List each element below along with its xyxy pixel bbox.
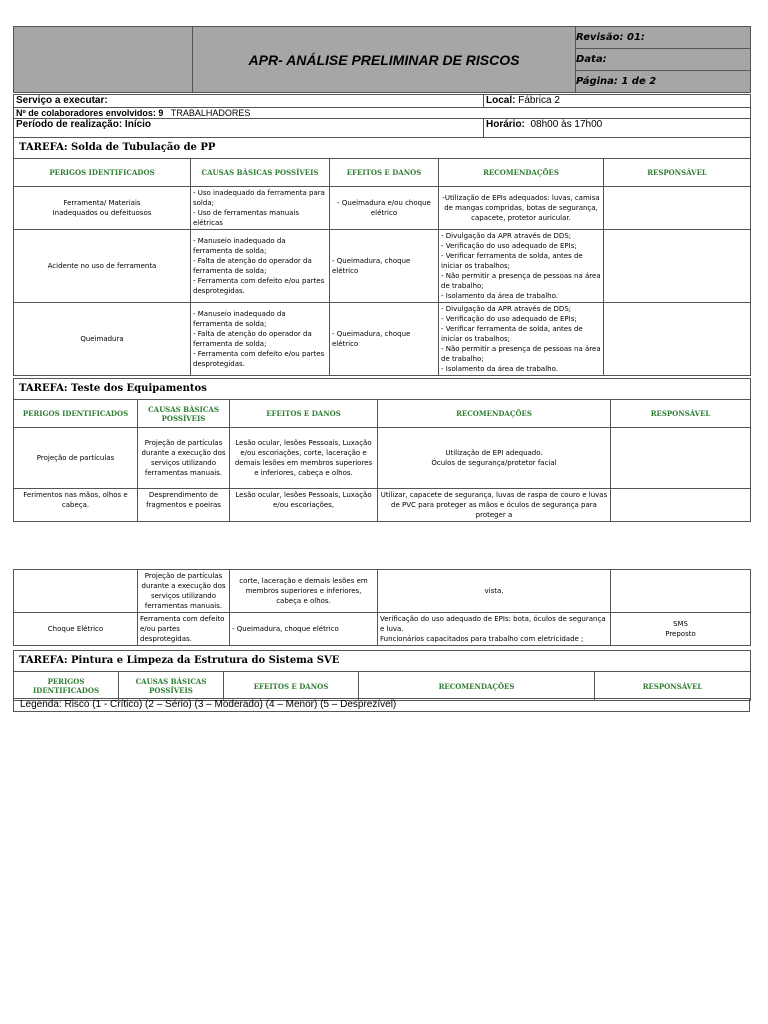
- cell-efeito: Lesão ocular, lesões Pessoais, Luxação e/ou escoriações,: [230, 489, 378, 522]
- local-label: Local:: [486, 95, 516, 106]
- schedule-label: Horário:: [486, 119, 525, 130]
- col-header-responsavel: RESPONSÁVEL: [604, 159, 751, 187]
- period-label: Período de realização: Início: [14, 119, 484, 138]
- cell-efeito: - Queimadura e/ou choque elétrico: [330, 187, 439, 230]
- cell-recomendacao: vista.: [378, 570, 611, 613]
- col-header-efeitos: EFEITOS E DANOS: [230, 400, 378, 428]
- cell-efeito: Lesão ocular, lesões Pessoais, Luxação e/ou escoriações, corte, laceração e demais lesões em membros superiores e inferiores, cabeça e olhos.: [230, 428, 378, 489]
- revision-label: Revisão: 01:: [576, 27, 751, 49]
- date-label: Data:: [576, 49, 751, 71]
- table-row: [14, 303, 751, 376]
- service-label: Serviço a executar:: [14, 95, 484, 108]
- task3-table: [13, 650, 751, 701]
- cell-causa: - Manuseio inadequado da ferramenta de solda; - Falta de atenção do operador da ferramenta de solda; - Ferramenta com defeito e/ou partes desprotegidas.: [191, 303, 330, 376]
- task1-table: [13, 137, 751, 376]
- task1-title: TAREFA: Solda de Tubulação de PP: [14, 138, 751, 159]
- info-table: [13, 94, 751, 138]
- cell-responsavel: [611, 428, 751, 489]
- cell-causa: Projeção de partículas durante a execução dos serviços utilizando ferramentas manuais.: [138, 570, 230, 613]
- risk-legend: Legenda: Risco (1 - Crítico) (2 – Sério) (3 – Moderado) (4 – Menor) (5 – Desprezível): [13, 698, 750, 712]
- cell-efeito: - Queimadura, choque elétrico: [330, 230, 439, 303]
- header-table: [13, 26, 751, 93]
- cell-recomendacao: Verificação do uso adequado de EPIs: bota, óculos de segurança e luva. Funcionários capacitados para trabalho com eletricidade ;: [378, 613, 611, 646]
- schedule-cell: [484, 119, 751, 138]
- col-header-perigos: PERIGOS IDENTIFICADOS: [14, 672, 119, 701]
- cell-causa: Ferramenta com defeito e/ou partes desprotegidas.: [138, 613, 230, 646]
- cell-recomendacao: - Divulgação da APR através de DDS; - Verificação do uso adequado de EPIs; - Verificar ferramenta de solda, antes de iniciar os trabalhos; - Não permitir a presença de pessoas na área de trabalho; - Isolamento da área de trabalho.: [439, 230, 604, 303]
- collaborators-value: TRABALHADORES: [170, 108, 251, 118]
- col-header-responsavel: RESPONSÁVEL: [611, 400, 751, 428]
- col-header-perigos: PERIGOS IDENTIFICADOS: [14, 159, 191, 187]
- cell-responsavel: [611, 570, 751, 613]
- cell-responsavel: [604, 230, 751, 303]
- local-cell: [484, 95, 751, 108]
- task2-title: TAREFA: Teste dos Equipamentos: [14, 379, 751, 400]
- col-header-perigos: PERIGOS IDENTIFICADOS: [14, 400, 138, 428]
- collaborators-label: Nº de colaboradores envolvidos:: [16, 108, 156, 118]
- cell-causa: - Manuseio inadequado da ferramenta de solda; - Falta de atenção do operador da ferramenta de solda; - Ferramenta com defeito e/ou partes desprotegidas.: [191, 230, 330, 303]
- table-row: [14, 489, 751, 522]
- cell-causa: Projeção de partículas durante a execução dos serviços utilizando ferramentas manuais.: [138, 428, 230, 489]
- col-header-efeitos: EFEITOS E DANOS: [330, 159, 439, 187]
- collaborators-count: 9: [158, 108, 164, 118]
- local-value: Fábrica 2: [518, 95, 560, 106]
- col-header-causas: CAUSAS BÁSICAS POSSÍVEIS: [191, 159, 330, 187]
- task2-table: [13, 378, 751, 522]
- cell-efeito: - Queimadura, choque elétrico: [330, 303, 439, 376]
- collaborators-cell: [14, 108, 751, 119]
- col-header-causas: CAUSAS BÁSICAS POSSÍVEIS: [119, 672, 224, 701]
- cell-recomendacao: - Divulgação da APR através de DDS; - Verificação do uso adequado de EPIs; - Verificar ferramenta de solda, antes de iniciar os trabalhos; - Não permitir a presença de pessoas na área de trabalho; - Isolamento da área de trabalho.: [439, 303, 604, 376]
- table-row: [14, 613, 751, 646]
- table-row: [14, 230, 751, 303]
- table-row: [14, 428, 751, 489]
- col-header-efeitos: EFEITOS E DANOS: [224, 672, 359, 701]
- col-header-causas: CAUSAS BÁSICAS POSSÍVEIS: [138, 400, 230, 428]
- cell-perigo: Choque Elétrico: [14, 613, 138, 646]
- task3-title: TAREFA: Pintura e Limpeza da Estrutura do Sistema SVE: [14, 651, 751, 672]
- cell-efeito: corte, laceração e demais lesões em membros superiores e inferiores, cabeça e olhos.: [230, 570, 378, 613]
- cell-perigo: Projeção de partículas: [14, 428, 138, 489]
- cell-perigo: Ferimentos nas mãos, olhos e cabeça.: [14, 489, 138, 522]
- table-row: [14, 187, 751, 230]
- cell-responsavel: [604, 303, 751, 376]
- cell-responsavel: SMS Preposto: [611, 613, 751, 646]
- cell-causa: Desprendimento de fragmentos e poeiras: [138, 489, 230, 522]
- task2-continued-table: [13, 569, 751, 646]
- col-header-recomendacoes: RECOMENDAÇÕES: [378, 400, 611, 428]
- page-title: APR- ANÁLISE PRELIMINAR DE RISCOS: [193, 27, 576, 93]
- table-row: [14, 570, 751, 613]
- cell-causa: - Uso inadequado da ferramenta para solda; - Uso de ferramentas manuais elétricas: [191, 187, 330, 230]
- cell-perigo: Acidente no uso de ferramenta: [14, 230, 191, 303]
- cell-recomendacao: -Utilização de EPIs adequados: luvas, camisa de mangas compridas, botas de segurança, capacete, protetor auricular.: [439, 187, 604, 230]
- cell-recomendacao: Utilizar, capacete de segurança, luvas de raspa de couro e luvas de PVC para proteger as mãos e óculos de segurança para proteger a: [378, 489, 611, 522]
- cell-efeito: - Queimadura, choque elétrico: [230, 613, 378, 646]
- cell-responsavel: [611, 489, 751, 522]
- cell-recomendacao: Utilização de EPI adequado. Óculos de segurança/protetor facial: [378, 428, 611, 489]
- col-header-recomendacoes: RECOMENDAÇÕES: [439, 159, 604, 187]
- cell-perigo: Ferramenta/ Materiais Inadequados ou defeituosos: [14, 187, 191, 230]
- col-header-responsavel: RESPONSÁVEL: [595, 672, 751, 701]
- col-header-recomendacoes: RECOMENDAÇÕES: [359, 672, 595, 701]
- logo-area: [14, 27, 193, 93]
- cell-responsavel: [604, 187, 751, 230]
- page-label: Página: 1 de 2: [576, 71, 751, 93]
- cell-perigo: Queimadura: [14, 303, 191, 376]
- cell-perigo: [14, 570, 138, 613]
- schedule-value: 08h00 às 17h00: [530, 119, 603, 130]
